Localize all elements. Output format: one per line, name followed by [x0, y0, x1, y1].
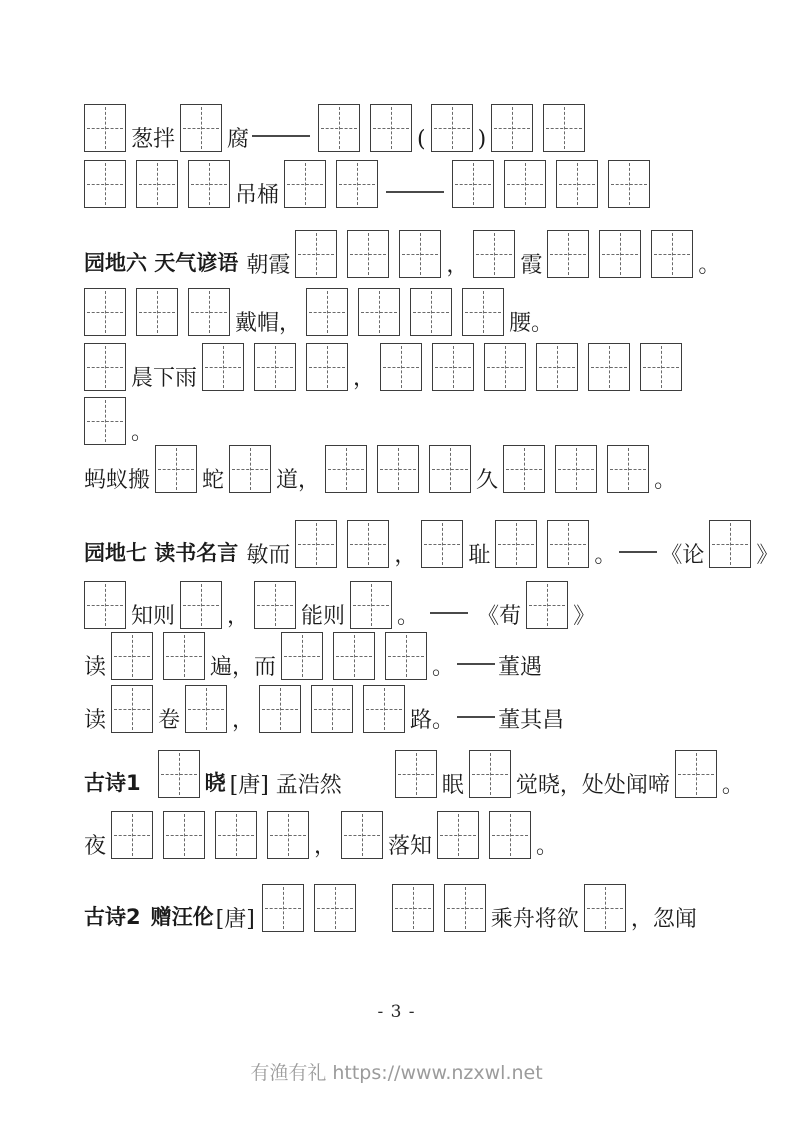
reading-quote-xunzi [84, 581, 729, 629]
text-run: 知则 [131, 603, 176, 629]
text-run: 葱拌 [131, 126, 176, 152]
gushi2-zengwanglun-line1 [84, 884, 729, 932]
text-run: ， [227, 603, 250, 629]
tianzige-box [432, 343, 474, 391]
tianzige-box [489, 811, 531, 859]
tianzige-box [431, 104, 473, 152]
tianzige-box [262, 884, 304, 932]
tianzige-box [350, 581, 392, 629]
text-run: 腐 [227, 126, 250, 152]
tianzige-box [444, 884, 486, 932]
text-run: ， [314, 833, 337, 859]
tianzige-box [284, 160, 326, 208]
tianzige-box [111, 685, 153, 733]
tianzige-box [503, 445, 545, 493]
tianzige-box [254, 343, 296, 391]
tianzige-box [588, 343, 630, 391]
tianzige-box [84, 104, 126, 152]
text-run: 腰。 [509, 310, 554, 336]
tianzige-box [469, 750, 511, 798]
tianzige-box [259, 685, 301, 733]
answer-line [386, 191, 444, 193]
tianzige-box [163, 632, 205, 680]
section-heading: 古诗2 [84, 904, 141, 929]
text-run: 道， [276, 467, 321, 493]
tianzige-box [155, 445, 197, 493]
text-run: 晨下雨 [131, 365, 198, 391]
tianzige-box [185, 685, 227, 733]
text-run: 敏而 [246, 542, 291, 568]
tianzige-box [84, 288, 126, 336]
tianzige-box [675, 750, 717, 798]
text-run: 《荀 [477, 603, 522, 629]
text-run: 读 [84, 707, 107, 733]
text-run: 眠 [441, 772, 464, 798]
text-run: [唐] [215, 906, 255, 932]
tianzige-box [333, 632, 375, 680]
text-run: 。 [536, 833, 559, 859]
section-heading: 古诗1 [84, 770, 141, 795]
tianzige-box [429, 445, 471, 493]
tianzige-box [543, 104, 585, 152]
tianzige-box [377, 445, 419, 493]
tianzige-box [395, 750, 437, 798]
text-run: ， [353, 365, 376, 391]
tianzige-box [363, 685, 405, 733]
tianzige-box [295, 230, 337, 278]
text-run: 。 [698, 252, 721, 278]
tianzige-box [370, 104, 412, 152]
tianzige-box [311, 685, 353, 733]
tianzige-box [136, 160, 178, 208]
reading-quote-dongqichang [84, 685, 729, 733]
answer-line [457, 663, 495, 665]
tianzige-box [202, 343, 244, 391]
tianzige-box [385, 632, 427, 680]
tianzige-box [608, 160, 650, 208]
section-heading: 赠汪伦 [150, 904, 214, 929]
tianzige-box [267, 811, 309, 859]
text-run: 。 [131, 419, 154, 445]
spacer [141, 797, 153, 798]
tianzige-box [84, 397, 126, 445]
text-run: ， [394, 542, 417, 568]
text-run: 卷 [158, 707, 181, 733]
section-heading: 园地六 天气谚语 [84, 250, 239, 275]
text-run: 》 [573, 603, 596, 629]
footer-watermark: 有渔有礼 https://www.nzxwl.net [250, 1062, 543, 1084]
text-run: 觉晓，处处闻啼 [515, 772, 670, 798]
xiehouyu-cong-ban-doufu [84, 104, 729, 152]
tianzige-box [651, 230, 693, 278]
tianzige-box [547, 520, 589, 568]
section-heading: 晓 [204, 770, 226, 795]
text-run: 。 [432, 654, 455, 680]
spacer [255, 931, 257, 932]
weather-proverb-chenxiayu-line1 [84, 343, 729, 391]
tianzige-box [607, 445, 649, 493]
tianzige-box [504, 160, 546, 208]
tianzige-box [111, 632, 153, 680]
text-run: 路。 [410, 707, 455, 733]
tianzige-box [484, 343, 526, 391]
text-run: 董遇 [498, 654, 543, 680]
text-run: 遍，而 [210, 654, 277, 680]
text-run: 戴帽， [235, 310, 302, 336]
weather-proverb-daimao [84, 288, 729, 336]
tianzige-box [188, 288, 230, 336]
answer-line [457, 716, 495, 718]
tianzige-box [556, 160, 598, 208]
spacer [238, 567, 246, 568]
tianzige-box [392, 884, 434, 932]
answer-line [430, 612, 468, 614]
tianzige-box [347, 520, 389, 568]
tianzige-box [547, 230, 589, 278]
text-run: 久 [476, 467, 499, 493]
text-run: 乘舟将欲 [490, 906, 579, 932]
tianzige-box [599, 230, 641, 278]
tianzige-box [163, 811, 205, 859]
tianzige-box [215, 811, 257, 859]
spacer [419, 628, 427, 629]
text-run: 《论 [660, 542, 705, 568]
tianzige-box [229, 445, 271, 493]
tianzige-box [306, 288, 348, 336]
tianzige-box [84, 581, 126, 629]
tianzige-box [399, 230, 441, 278]
tianzige-box [640, 343, 682, 391]
tianzige-box [180, 581, 222, 629]
tianzige-box [111, 811, 153, 859]
tianzige-box [341, 811, 383, 859]
text-run: 蚂蚁搬 [84, 467, 151, 493]
tianzige-box [336, 160, 378, 208]
tianzige-box [347, 230, 389, 278]
text-run: 。 [594, 542, 617, 568]
page-number: - 3 - [377, 1002, 416, 1022]
tianzige-box [491, 104, 533, 152]
answer-line [619, 551, 657, 553]
text-run: 能则 [301, 603, 346, 629]
xiehouyu-diao-tong [84, 160, 729, 208]
gushi1-chunxiao-line1 [84, 750, 744, 798]
tianzige-box [495, 520, 537, 568]
text-run: 蛇 [202, 467, 225, 493]
weather-proverb-mayi [84, 445, 729, 493]
text-run: ，忽闻 [630, 906, 697, 932]
text-run: ， [232, 707, 255, 733]
tianzige-box [526, 581, 568, 629]
text-run: 夜 [84, 833, 107, 859]
tianzige-box [462, 288, 504, 336]
text-run: 读 [84, 654, 107, 680]
text-run: 吊桶 [235, 182, 280, 208]
spacer [238, 277, 246, 278]
text-run: 落知 [388, 833, 433, 859]
tianzige-box [180, 104, 222, 152]
tianzige-box [709, 520, 751, 568]
reading-quote-dongyu [84, 632, 729, 680]
section-heading: 园地七 读书名言 [84, 540, 239, 565]
tianzige-box [84, 160, 126, 208]
tianzige-box [84, 343, 126, 391]
text-run: 董其昌 [498, 707, 565, 733]
tianzige-box [314, 884, 356, 932]
text-run: 。 [397, 603, 420, 629]
gushi1-chunxiao-line2 [84, 811, 729, 859]
tianzige-box [358, 288, 400, 336]
text-run: 霞 [520, 252, 543, 278]
yuandi7-reading-quote-lunyu [84, 520, 779, 568]
tianzige-box [254, 581, 296, 629]
tianzige-box [306, 343, 348, 391]
text-run: ) [477, 126, 487, 152]
tianzige-box [452, 160, 494, 208]
text-run: ， [446, 252, 469, 278]
tianzige-box [295, 520, 337, 568]
tianzige-box [584, 884, 626, 932]
spacer [361, 931, 387, 932]
tianzige-box [188, 160, 230, 208]
tianzige-box [281, 632, 323, 680]
weather-proverb-chenxiayu-line2 [84, 397, 729, 445]
text-run: 。 [721, 772, 744, 798]
tianzige-box [158, 750, 200, 798]
tianzige-box [437, 811, 479, 859]
tianzige-box [136, 288, 178, 336]
text-run: 。 [654, 467, 677, 493]
text-run: 朝霞 [246, 252, 291, 278]
text-run: 耻 [468, 542, 491, 568]
text-run: ( [417, 126, 426, 152]
text-run: 》 [756, 542, 779, 568]
tianzige-box [410, 288, 452, 336]
worksheet-content [84, 104, 779, 932]
tianzige-box [555, 445, 597, 493]
tianzige-box [421, 520, 463, 568]
answer-line [252, 135, 310, 137]
tianzige-box [325, 445, 367, 493]
tianzige-box [380, 343, 422, 391]
yuandi6-weather-proverb-zhaoxia [84, 230, 729, 278]
text-run: [唐] 孟浩然 [229, 772, 342, 798]
tianzige-box [536, 343, 578, 391]
tianzige-box [473, 230, 515, 278]
spacer [342, 797, 390, 798]
tianzige-box [318, 104, 360, 152]
spacer [141, 931, 151, 932]
